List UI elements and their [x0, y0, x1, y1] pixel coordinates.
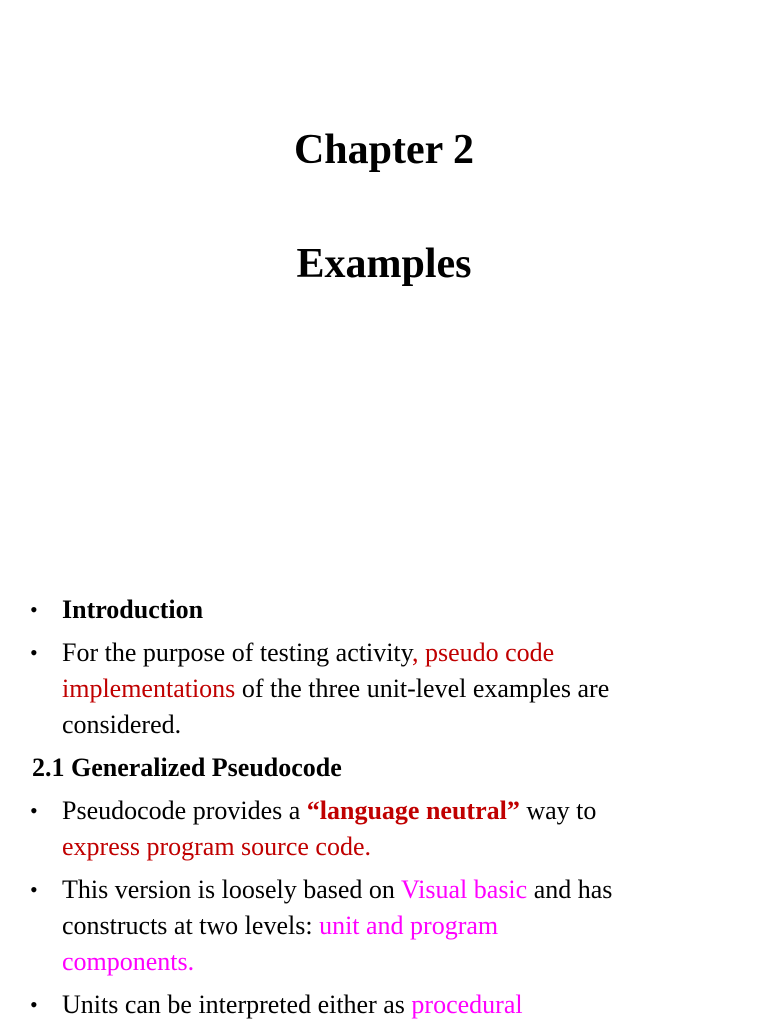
- intro-heading: Introduction: [62, 595, 204, 624]
- pseudocode-bullet-line-1: [62, 793, 596, 829]
- intro-paragraph-line-3: considered.: [62, 710, 182, 739]
- bullet-marker: •: [30, 877, 38, 902]
- intro-text-continued: of the three unit-level examples are: [235, 674, 610, 703]
- units-text: Units can be interpreted either as: [62, 990, 412, 1019]
- version-bullet-line-3: components.: [62, 947, 195, 976]
- intro-paragraph-line-1: [62, 635, 554, 671]
- version-text-continued: and has: [527, 875, 613, 904]
- procedural-highlight: procedural: [411, 990, 523, 1019]
- bullet-marker: •: [30, 798, 38, 823]
- chapter-title: Chapter 2: [293, 127, 475, 173]
- pseudo-code-highlight: pseudo code: [418, 638, 555, 667]
- bullet-marker: •: [30, 992, 38, 1017]
- pseudocode-text: Pseudocode provides a: [62, 796, 307, 825]
- language-neutral-highlight: “language neutral”: [306, 796, 520, 825]
- pseudocode-bullet-line-2: express program source code.: [62, 832, 371, 861]
- version-bullet-line-1: [62, 872, 612, 908]
- section-heading: 2.1 Generalized Pseudocode: [32, 753, 342, 782]
- bullet-marker: •: [30, 597, 38, 622]
- units-bullet-line-1: [62, 987, 523, 1023]
- unit-program-highlight: unit and program: [319, 911, 499, 940]
- bullet-marker: •: [30, 640, 38, 665]
- implementations-highlight: implementations: [62, 674, 236, 703]
- pseudocode-text-continued: way to: [519, 796, 597, 825]
- version-bullet-line-2: [62, 908, 498, 944]
- visual-basic-highlight: Visual basic: [400, 875, 528, 904]
- intro-paragraph-line-2: [62, 671, 609, 707]
- version-text: This version is loosely based on: [62, 875, 401, 904]
- intro-comma: ,: [411, 638, 419, 667]
- intro-text: For the purpose of testing activity: [62, 638, 412, 667]
- constructs-text: constructs at two levels:: [62, 911, 320, 940]
- chapter-subtitle: Examples: [296, 241, 472, 287]
